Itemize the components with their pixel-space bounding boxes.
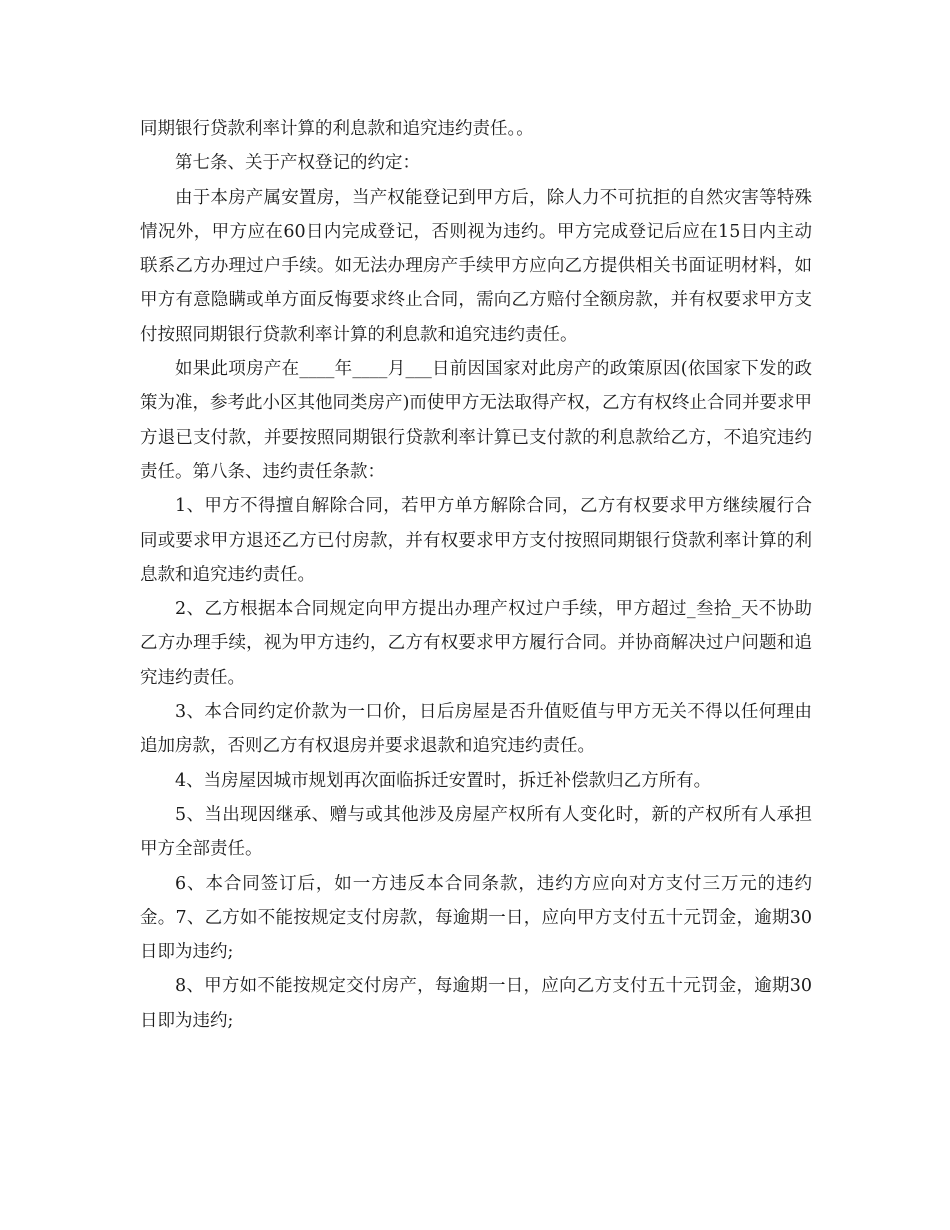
clause-8: 8、甲方如不能按规定交付房产，每逾期一日，应向乙方支付五十元罚金，逾期30日即为违约; bbox=[140, 976, 812, 1031]
clause-5: 5、当出现因继承、赠与或其他涉及房屋产权所有人变化时，新的产权所有人承担甲方全部责任。 bbox=[140, 804, 812, 860]
clause-6-7: 6、本合同签订后，如一方违反本合同条款，违约方应向对方支付三万元的违约金。7、乙方如不能按规定支付房款，每逾期一日，应向甲方支付五十元罚金，逾期30日即为违约; bbox=[140, 873, 812, 963]
paragraph-policy-clause: 如果此项房产在____年____月___日前因国家对此房产的政策原因(依国家下发的政策为准，参考此小区其他同类房产)而使甲方无法取得产权，乙方有权终止合同并要求甲方退已支付款，并要按照同期银行贷款利率计算已支付款的利息款给乙方，不追究违约责任。第八条、违约责任条款： bbox=[140, 359, 812, 482]
clause-2: 2、乙方根据本合同规定向甲方提出办理产权过户手续，甲方超过_叁拾_天不协助乙方办理手续，视为甲方违约，乙方有权要求甲方履行合同。并协商解决过户问题和追究违约责任。 bbox=[140, 599, 812, 688]
paragraph-registration: 由于本房产属安置房，当产权能登记到甲方后，除人力不可抗拒的自然灾害等特殊情况外，甲方应在60日内完成登记，否则视为违约。甲方完成登记后应在15日内主动联系乙方办理过户手续。如无法办理房产手续甲方应向乙方提供相关书面证明材料，如甲方有意隐瞒或单方面反悔要求终止合同，需向乙方赔付全额房款，并有权要求甲方支付按照同期银行贷款利率计算的利息款和追究违约责任。 bbox=[140, 187, 812, 345]
clause-3: 3、本合同约定价款为一口价，日后房屋是否升值贬值与甲方无关不得以任何理由追加房款，否则乙方有权退房并要求退款和追究违约责任。 bbox=[140, 702, 812, 757]
contract-text bbox=[140, 112, 812, 1038]
clause-4: 4、当房屋因城市规划再次面临拆迁安置时，拆迁补偿款归乙方所有。 bbox=[175, 770, 712, 791]
clause-1: 1、甲方不得擅自解除合同，若甲方单方解除合同，乙方有权要求甲方继续履行合同或要求甲方退还乙方已付房款，并有权要求甲方支付按照同期银行贷款利率计算的利息款和追究违约责任。 bbox=[140, 496, 812, 585]
paragraph-continuation: 同期银行贷款利率计算的利息款和追究违约责任。。 bbox=[140, 119, 534, 139]
article-7-heading: 第七条、关于产权登记的约定： bbox=[175, 153, 420, 174]
